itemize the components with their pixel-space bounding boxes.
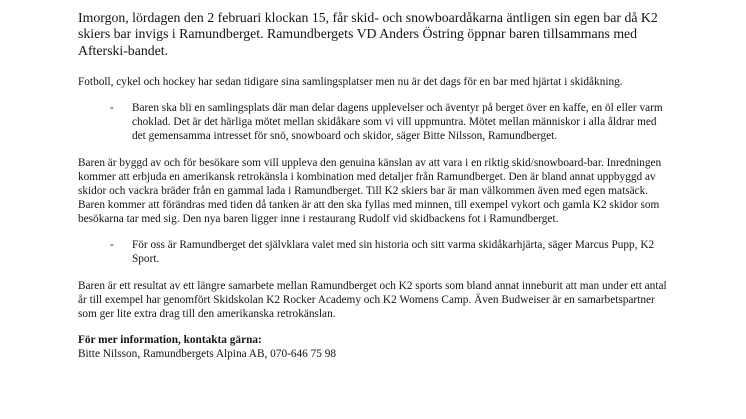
contact-info-line: Bitte Nilsson, Ramundbergets Alpina AB, 070-646 75 98 bbox=[78, 347, 337, 360]
intro-paragraph: Fotboll, cykel och hockey har sedan tidigare sina samlingsplatser men nu är det dags för en bar med hjärtat i skidåkning. bbox=[78, 75, 623, 88]
document-body bbox=[78, 75, 668, 361]
bar-description-paragraph: Baren är byggd av och för besökare som vill uppleva den genuina känslan av att vara i en riktig skid/snowboard-bar. Inredningen kommer att erbjuda en amerikansk retrokänsla i kombination med detaljer från Ramundberget. Den är bland annat uppbyggd av skidor och vackra bräder från en gammal lada i Ramundberget. Till K2 skiers bar är man välkommen även med egen matsäck. Baren kommer att förändras med tiden då tanken är att den ska fyllas med minnen, till exempel vykort och gamla K2 skidor som besökarna tar med sig. Den nya baren ligger inne i restaurang Rudolf vid skidbackens fot i Ramundberget. bbox=[78, 156, 662, 225]
quote-bullet-2 bbox=[78, 238, 668, 266]
quote-bullet-1-text: Baren ska bli en samlingsplats där man delar dagens upplevelser och äventyr på berget över en kaffe, en öl eller varm choklad. Det är det härliga mötet mellan skidåkare som vi vill uppmuntra. Mötet mellan människor i alla åldrar med det gemensamma intresset för snö, snowboard och skidor, säger Bitte Nilsson, Ramundberget. bbox=[132, 101, 663, 142]
lead-paragraph: Imorgon, lördagen den 2 februari klockan 15, får skid- och snowboardåkarna äntligen sin egen bar då K2 skiers bar invigs i Ramundberget. Ramundbergets VD Anders Östring öppnar baren tillsammans med Afterski-bandet. bbox=[78, 10, 658, 58]
quote-bullet-2-text: För oss är Ramundberget det självklara valet med sin historia och sitt varma skidåkarhjärta, säger Marcus Pupp, K2 Sport. bbox=[132, 238, 655, 265]
collaboration-paragraph: Baren är ett resultat av ett längre samarbete mellan Ramundberget och K2 sports som bland annat inneburit att man under ett antal år till exempel har genomfört Skidskolan K2 Rocker Academy och K2 Womens Camp. Även Budweiser är en samarbetspartner som ger lite extra drag till den amerikanska retrokänslan. bbox=[78, 279, 667, 320]
bullet-dash-marker: - bbox=[110, 238, 114, 251]
bullet-dash-marker: - bbox=[110, 101, 114, 114]
contact-heading: För mer information, kontakta gärna: bbox=[78, 333, 262, 346]
quote-bullet-1 bbox=[78, 101, 668, 143]
